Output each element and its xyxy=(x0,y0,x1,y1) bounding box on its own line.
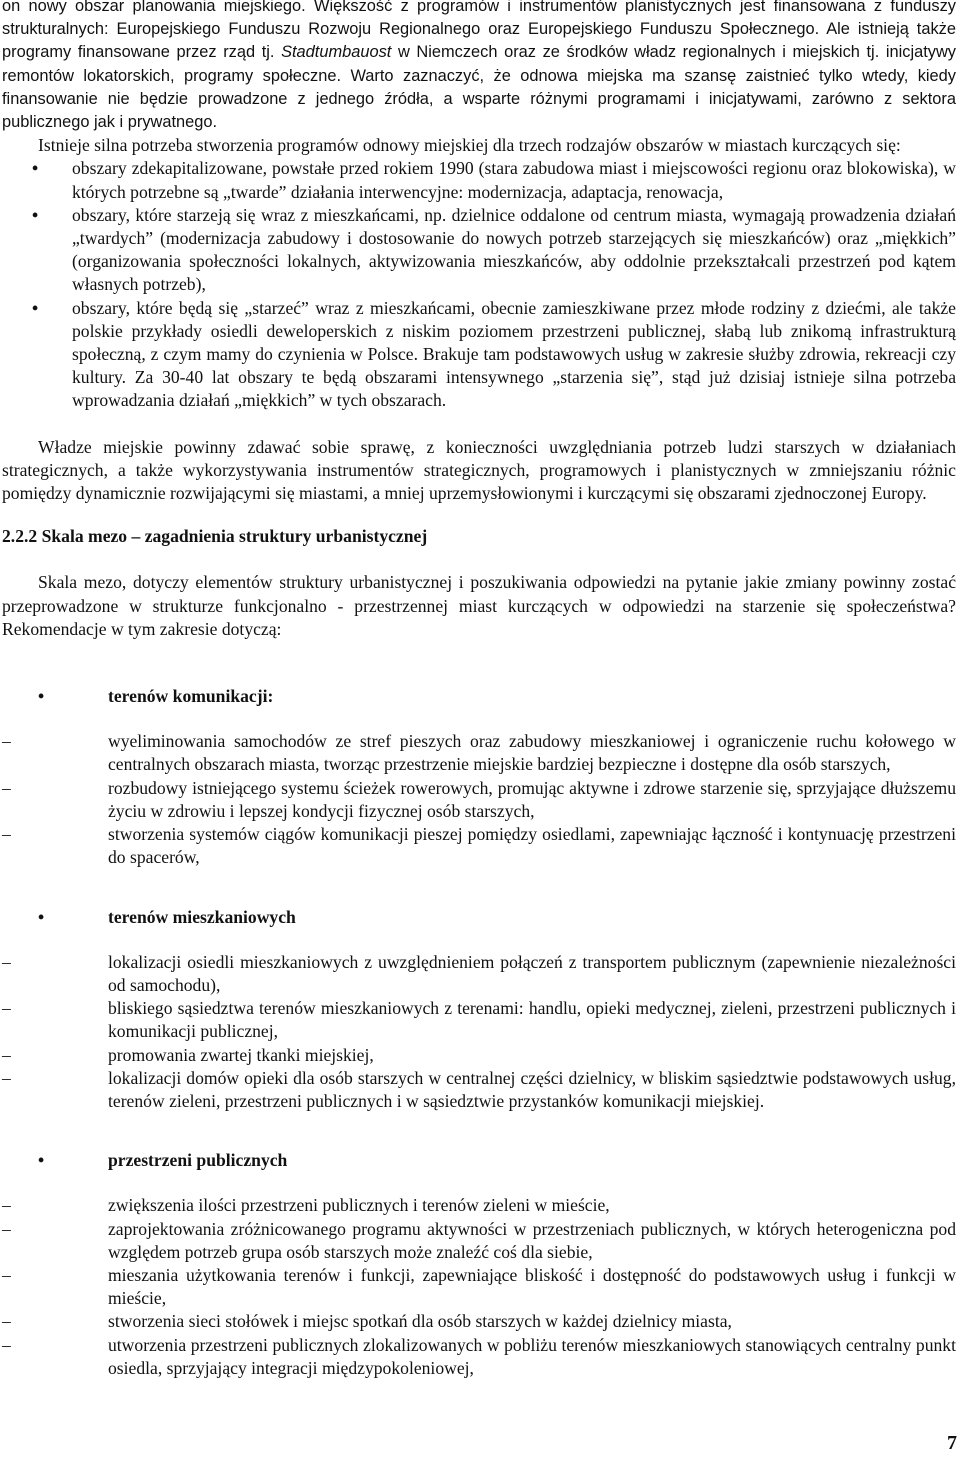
list-item xyxy=(2,204,956,297)
bullet-icon: • xyxy=(32,297,39,318)
dash-icon: – xyxy=(2,1218,11,1239)
intro-text-1: on nowy obszar planowania miejskiego. Większość z programów i instrumentów planistycznych jest finansowana z funduszy strukturalnych: Europejskiego Funduszu Rozwoju Regionalnego oraz Europejskiego Funduszu Społecznego. Ale istnieją także programy finansowane przez rząd tj. xyxy=(2,0,956,62)
dash-icon: – xyxy=(2,1195,11,1216)
list-item-text: promowania zwartej tkanki miejskiej, xyxy=(108,1044,374,1065)
intro-italic-program: Stadtumbauost xyxy=(281,43,392,62)
list-item-text: obszary zdekapitalizowane, powstałe przed rokiem 1990 (stara zabudowa miast i miejscowości regionu oraz blokowiska), w których potrzebne są „twarde” działania interwencyjne: modernizacja, adaptacja, renowacja, xyxy=(72,158,956,202)
dash-icon: – xyxy=(2,998,11,1019)
list-item xyxy=(2,777,956,823)
bullet-icon: • xyxy=(32,204,39,225)
list-item-text: wyeliminowania samochodów ze stref pieszych oraz zabudowy mieszkaniowej i ograniczenie ruchu kołowego w centralnych obszarach miasta, tworząc przestrzenie miejskie bardziej bezpieczne i dostępne dla osób starszych, xyxy=(108,731,956,775)
list-item xyxy=(2,823,956,869)
list-item xyxy=(2,1334,956,1380)
document-page xyxy=(2,0,956,1380)
mezo-paragraph: Skala mezo, dotyczy elementów struktury urbanistycznej i poszukiwania odpowiedzi na pytanie jakie zmiany powinny zostać przeprowadzone w strukturze funkcjonalno - przestrzennej miast kurczących w odpowiedzi na starzenie się społeczeństwa? Rekomendacje w tym zakresie dotyczą: xyxy=(2,572,956,639)
list-item xyxy=(2,1310,956,1333)
section-title-text: terenów komunikacji: xyxy=(108,686,274,707)
public-spaces-list xyxy=(2,1194,956,1380)
section-title-text: terenów mieszkaniowych xyxy=(108,906,296,927)
section-title-public-spaces xyxy=(2,1149,956,1172)
section-title-communication xyxy=(2,685,956,708)
list-item-text: utworzenia przestrzeni publicznych zlokalizowanych w pobliżu terenów mieszkaniowych stanowiących centralny punkt osiedla, sprzyjający integracji międzypokoleniowej, xyxy=(108,1334,956,1378)
list-item xyxy=(2,157,956,203)
dash-icon: – xyxy=(2,1264,11,1285)
list-item xyxy=(2,951,956,997)
page-number: 7 xyxy=(947,1432,957,1454)
list-item-text: rozbudowy istniejącego systemu ścieżek rowerowych, promując aktywne i zdrowe starzenie się, sprzyjające dłuższemu życiu w zdrowiu i lepszej kondycji fizycznej osób starszych, xyxy=(108,777,956,821)
bullet-icon: • xyxy=(38,1150,45,1171)
intro-text-2: w Niemczech oraz ze środków władz regionalnych i miejskich tj. inicjatywy remontów lokatorskich, programy społeczne. Warto zaznaczyć, że odnowa miejska ma szansę zaistnieć tylko wtedy, kiedy finansowanie nie będzie prowadzone z jednego źródła, a wsparte różnymi programami i inicjatywami, zarówno z sektora publicznego jak i prywatnego. xyxy=(2,43,956,132)
dash-icon: – xyxy=(2,731,11,752)
list-item-text: stworzenia systemów ciągów komunikacji pieszej pomiędzy osiedlami, zapewniając łączność i kontynuację przestrzeni do spacerów, xyxy=(108,824,956,868)
list-item-text: obszary, które będą się „starzeć” wraz z mieszkańcami, obecnie zamieszkiwane przez młode rodziny z dziećmi, ale także polskie przykłady osiedli deweloperskich z niskim poziomem przestrzeni publicznej, słabą lub znikomą infrastrukturą społeczną, z czym mamy do czynienia w Polsce. Brakuje tam podstawowych usług w zakresie służby zdrowia, rekreacji czy kultury. Za 30-40 lat obszary te będą obszarami intensywnego „starzenia się”, stąd już dzisiaj istnieje silna potrzeba wprowadzania działań „miękkich” w tych obszarach. xyxy=(72,297,956,411)
list-item-text: bliskiego sąsiedztwa terenów mieszkaniowych z terenami: handlu, opieki medycznej, zieleni, przestrzeni publicznych i komunikacji publicznej, xyxy=(108,998,956,1042)
list-item-text: mieszania użytkowania terenów i funkcji, zapewniające bliskość i dostępność do podstawowych usług i funkcji w mieście, xyxy=(108,1264,956,1309)
dash-icon: – xyxy=(2,1044,11,1065)
list-item-text: zwiększenia ilości przestrzeni publicznych i terenów zieleni w mieście, xyxy=(108,1195,610,1216)
list-item-text: lokalizacji osiedli mieszkaniowych z uwzględnieniem połączeń z transportem publicznym (zapewnienie niezależności od samochodu), xyxy=(108,951,956,995)
bullet-icon: • xyxy=(38,906,45,927)
communication-list xyxy=(2,730,956,869)
list-item xyxy=(2,1218,956,1264)
section-title-text: przestrzeni publicznych xyxy=(108,1150,288,1171)
list-item xyxy=(2,1067,956,1113)
list-item xyxy=(2,1264,956,1310)
dash-icon: – xyxy=(2,1334,11,1355)
area-types-list xyxy=(2,157,956,412)
list-item-text: lokalizacji domów opieki dla osób starszych w centralnej części dzielnicy, w bliskim sąsiedztwie podstawowych usług, terenów zieleni, przestrzeni publicznych i w sąsiedztwie przystanków komunikacji miejskiej. xyxy=(108,1067,956,1111)
dash-icon: – xyxy=(2,1067,11,1088)
list-item xyxy=(2,297,956,413)
list-item-text: zaprojektowania zróżnicowanego programu aktywności w przestrzeniach publicznych, w których heterogeniczna pod względem potrzeb grupa osób starszych może znaleźć coś dla siebie, xyxy=(108,1218,956,1262)
list-item xyxy=(2,730,956,776)
intro-paragraph xyxy=(2,0,956,134)
bullet-icon: • xyxy=(38,686,45,707)
section-title-housing xyxy=(2,906,956,929)
list-item xyxy=(2,1044,956,1067)
list-item-text: stworzenia sieci stołówek i miejsc spotkań dla osób starszych w każdej dzielnicy miasta, xyxy=(108,1311,732,1332)
list-item xyxy=(2,997,956,1043)
bullet-icon: • xyxy=(32,158,39,179)
section-heading: 2.2.2 Skala mezo – zagadnienia struktury urbanistycznej xyxy=(2,526,428,547)
list-item xyxy=(2,1194,956,1217)
list-item-text: obszary, które starzeją się wraz z mieszkańcami, np. dzielnice oddalone od centrum miasta, wymagają prowadzenia działań „twardych” (modernizacja zabudowy i dostosowanie do nowych potrzeb starzejących się mieszkańców) oraz „miękkich” (organizowania społeczności lokalnych, aktywizowania mieszkańców, aby oddolnie przekształcali przestrzeń pod kątem własnych potrzeb), xyxy=(72,204,956,295)
dash-icon: – xyxy=(2,951,11,972)
housing-list xyxy=(2,951,956,1113)
dash-icon: – xyxy=(2,777,11,798)
authorities-paragraph: Władze miejskie powinny zdawać sobie sprawę, z konieczności uwzględniania potrzeb ludzi starszych w działaniach strategicznych, a także wykorzystywania instrumentów strategicznych, programowych i planistycznych w zmniejszaniu różnic pomiędzy dynamicznie rozwijającymi się miastami, a mniej uprzemysłowionymi i kurczącymi się obszarami zjednoczonej Europy. xyxy=(2,436,956,504)
needs-paragraph: Istnieje silna potrzeba stworzenia programów odnowy miejskiej dla trzech rodzajów obszarów w miastach kurczących się: xyxy=(38,135,901,156)
dash-icon: – xyxy=(2,1311,11,1332)
dash-icon: – xyxy=(2,824,11,845)
